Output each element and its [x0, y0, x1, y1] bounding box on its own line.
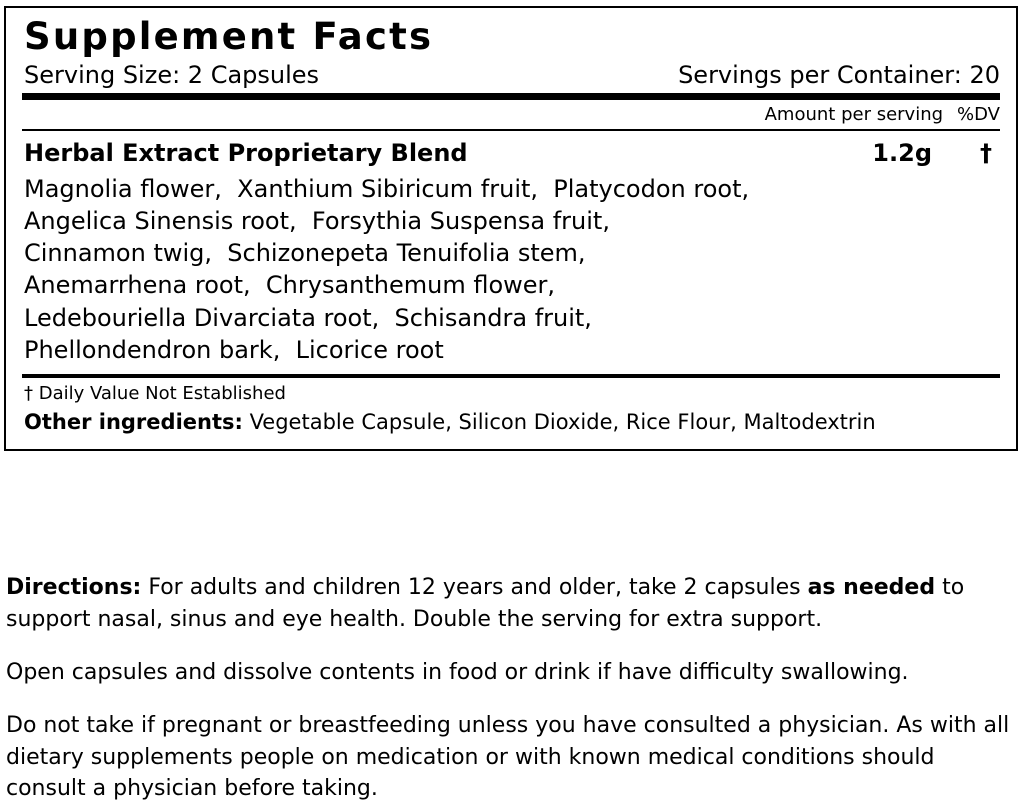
amount-per-serving-label: Amount per serving — [764, 104, 944, 126]
directions-text-part1: For adults and children 12 years and older, take 2 capsules — [141, 575, 808, 600]
ingredient-line: Cinnamon twig, Schizonepeta Tenuifolia stem, — [24, 239, 586, 268]
blend-daily-value: † — [980, 138, 992, 167]
directions-text-part2: to support nasal, sinus and eye health. Double the serving for extra support. — [6, 575, 965, 632]
amount-header-row — [22, 100, 1000, 129]
divider-medium — [22, 374, 1000, 378]
ingredient-line: Phellondendron bark, Licorice root — [24, 335, 444, 364]
ingredient-line: Ledebouriella Divarciata root, Schisandra fruit, — [24, 303, 592, 332]
ingredient-line: Magnolia flower, Xanthium Sibiricum fruit, Platycodon root, — [24, 174, 750, 203]
directions-label: Directions: — [6, 575, 142, 600]
ingredient-line: Angelica Sinensis root, Forsythia Suspensa fruit, — [24, 207, 610, 236]
other-ingredients — [24, 409, 1000, 436]
serving-info-row — [24, 61, 1000, 90]
other-ingredients-value: Vegetable Capsule, Silicon Dioxide, Rice Flour, Maltodextrin — [242, 410, 876, 435]
blend-name: Herbal Extract Proprietary Blend — [24, 138, 468, 167]
servings-per-container: Servings per Container: 20 — [678, 60, 1000, 89]
ingredient-line: Anemarrhena root, Chrysanthemum flower, — [24, 271, 556, 300]
page-title: Supplement Facts — [24, 15, 434, 58]
directions-paragraph-2: Open capsules and dissolve contents in food or drink if have difficulty swallowing. — [6, 659, 909, 685]
proprietary-blend-row — [22, 131, 1000, 171]
divider-thick-top — [22, 93, 1000, 100]
directions-emphasis: as needed — [807, 575, 936, 600]
other-ingredients-label: Other ingredients: — [24, 410, 243, 435]
daily-value-footnote: † Daily Value Not Established — [24, 382, 286, 404]
serving-size: Serving Size: 2 Capsules — [24, 60, 320, 89]
warning-paragraph: Do not take if pregnant or breastfeeding unless you have consulted a physician. As with all dietary supplements people on medication or with known medical conditions should consult a physician before taking. — [6, 712, 1010, 802]
directions-section — [6, 572, 1016, 805]
ingredient-list — [24, 173, 1000, 366]
supplement-facts-panel — [4, 6, 1018, 451]
blend-amount: 1.2g — [872, 138, 932, 167]
daily-value-label: %DV — [957, 104, 1000, 126]
directions-paragraph — [6, 572, 1016, 636]
